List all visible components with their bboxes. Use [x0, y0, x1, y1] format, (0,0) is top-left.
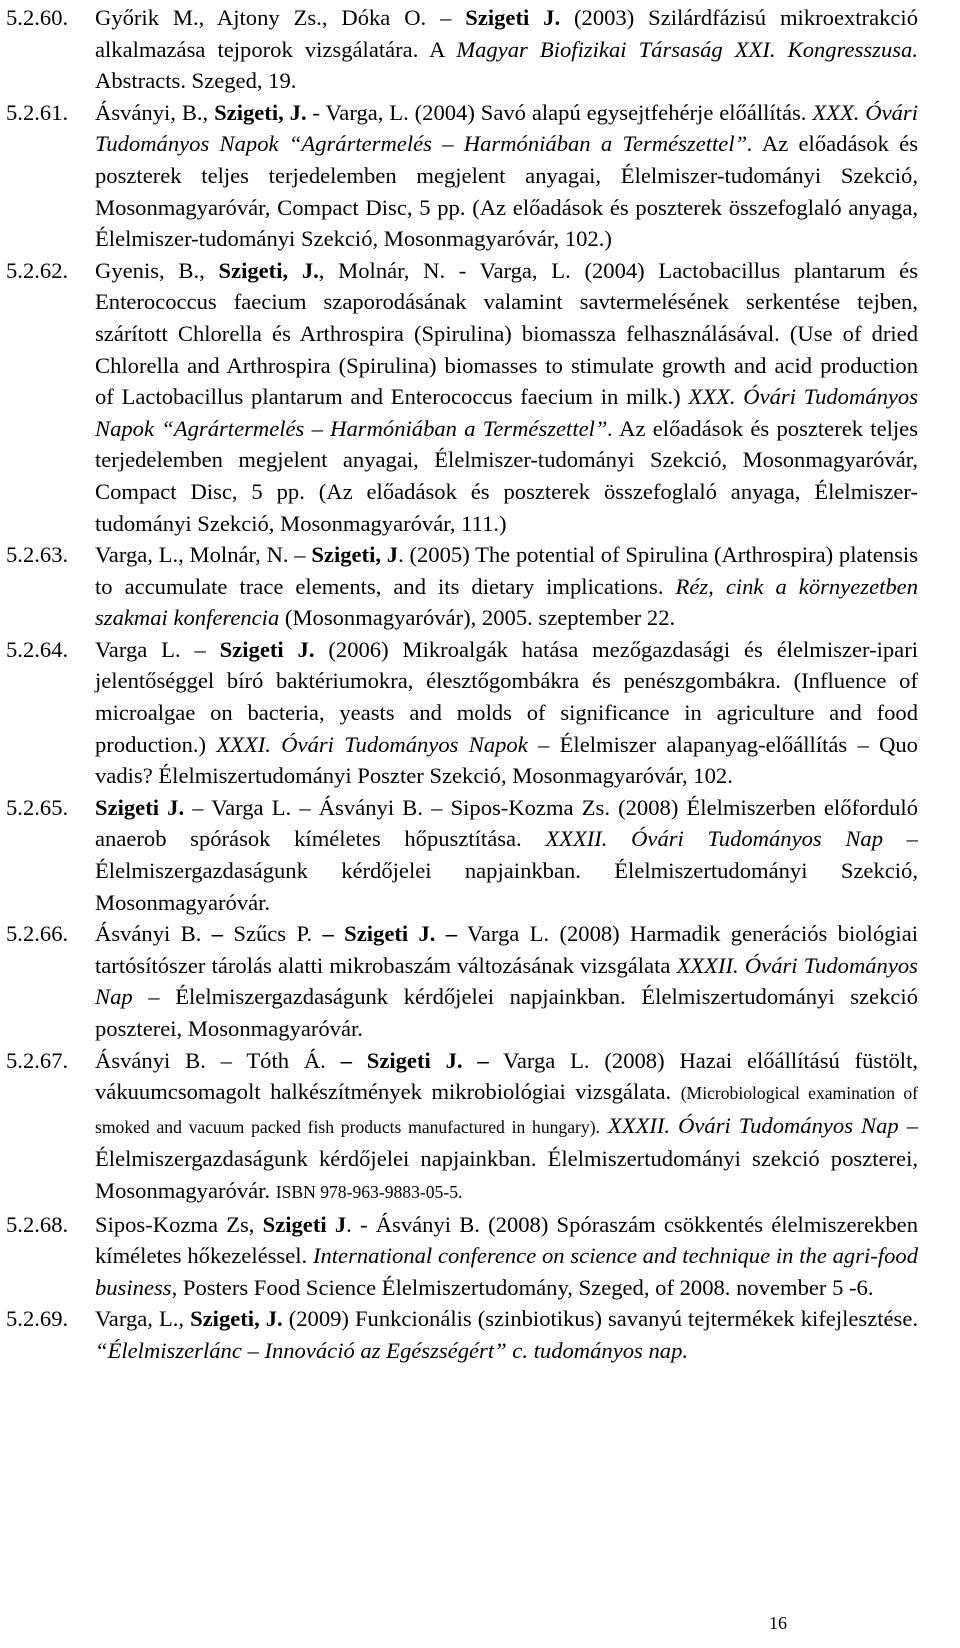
venue-title: XXXII. Óvári Tudományos Nap: [545, 826, 884, 852]
reference-entry: [6, 539, 918, 634]
page-number: 16: [769, 1613, 787, 1633]
author-highlight: Szigeti J.: [465, 5, 561, 30]
author-highlight: Szigeti J.: [95, 794, 185, 820]
reference-text-run: (2003) Szilárdfázisú mikroextrakció alkalmazása tejporok vizsgálatára. A: [95, 5, 918, 62]
venue-title: XXXI. Óvári Tudományos Napok: [216, 731, 528, 757]
reference-text-run: Abstracts. Szeged, 19.: [95, 68, 297, 94]
author-highlight: Szigeti J.: [219, 636, 315, 662]
reference-entry: [6, 2, 918, 97]
reference-text-run: Az előadások és poszterek teljes terjedelemben megjelent anyagai, Élelmiszer-tudományi Szekció, Mosonmagyaróvár, Compact Disc, 5 pp. (Az előadások és poszterek összefoglaló anyaga, Élelmiszer-tudományi Szekció, Mosonmagyaróvár, 102.): [95, 131, 918, 252]
reference-text: [95, 1209, 918, 1304]
reference-text-run: Varga L. (2008) Hazai előállítású füstölt, vákuumcsomagolt halkészítmények mikrobiológiai vizsgálata.: [95, 1047, 919, 1105]
venue-title: “Élelmiszerlánc – Innováció az Egészségért” c. tudományos nap.: [95, 1337, 689, 1363]
reference-text: [95, 539, 918, 634]
reference-entry: [6, 792, 918, 918]
reference-text-run: – Élelmiszergazdaságunk kérdőjelei napjainkban. Élelmiszertudományi szekció poszterei, Mosonmagyaróvár.: [95, 1112, 918, 1203]
author-highlight: – Szigeti J. –: [322, 921, 458, 947]
reference-entry: [6, 255, 918, 539]
reference-number: 5.2.61.: [6, 99, 69, 125]
reference-number: 5.2.62.: [6, 257, 69, 283]
reference-number: 5.2.65.: [6, 794, 69, 820]
reference-text-run: [600, 1113, 608, 1138]
reference-number: 5.2.66.: [6, 921, 69, 947]
venue-title: International conference on science and technique in the agri-food business: [95, 1243, 918, 1300]
reference-text-run: , Molnár, N. - Varga, L. (2004) Lactobacillus plantarum és Enterococcus faecium szaporodásának valamint savtermelésének serkentése tejben, szárított Chlorella és Arthrospira (Spirulina) biomassza felhasználásával. (Use of dried Chlorella and Arthrospira (Spirulina) biomasses to stimulate growth and acid production of Lactobacillus plantarum and Enterococcus faecium in milk.): [95, 257, 918, 410]
reference-text-run: Sipos-Kozma Zs,: [95, 1211, 263, 1237]
reference-list: [6, 2, 918, 1367]
author-highlight: –: [211, 921, 224, 947]
reference-entry: [6, 1303, 918, 1366]
reference-entry: [6, 1045, 918, 1209]
reference-text: [95, 1045, 918, 1209]
reference-text-run: Az előadások és poszterek teljes terjedelemben megjelent anyagai, Élelmiszer-tudományi Szekció, Mosonmagyaróvár, Compact Disc, 5 pp. (Az előadások és poszterek összefoglaló anyaga, Élelmiszer-tudományi Szekció, Mosonmagyaróvár, 111.): [95, 415, 918, 536]
venue-title: Magyar Biofizikai Társaság XXI. Kongresszusa.: [456, 36, 918, 62]
author-highlight: Szigeti, J.: [218, 257, 319, 283]
reference-text: [95, 792, 918, 918]
reference-text-run: – Élelmiszergazdaságunk kérdőjelei napjainkban. Élelmiszertudományi Szekció, Mosonmagyaróvár.: [95, 826, 918, 915]
small-text: (Microbiological examination of smoked and vacuum packed fish products manufactured in hungary).: [95, 1083, 918, 1137]
reference-number: 5.2.60.: [6, 5, 69, 30]
reference-text-run: . - Ásványi B. (2008) Spóraszám csökkentés élelmiszerekben kíméletes hőkezeléssel.: [95, 1211, 918, 1269]
reference-text-run: Szűcs P.: [223, 921, 323, 947]
reference-text-run: Varga L. –: [95, 636, 220, 662]
reference-text-run: – Élelmiszer alapanyag-előállítás – Quo vadis? Élelmiszertudományi Poszter Szekció, Mosonmagyaróvár, 102.: [95, 731, 918, 789]
reference-text-run: Gyenis, B.,: [95, 257, 219, 283]
reference-text-run: - Varga, L. (2004) Savó alapú egysejtfehérje előállítás.: [306, 99, 813, 125]
reference-text-run: Győrik M., Ajtony Zs., Dóka O. –: [95, 5, 466, 30]
reference-number: 5.2.68.: [6, 1211, 69, 1237]
reference-text: [95, 634, 918, 792]
reference-text-run: – Élelmiszergazdaságunk kérdőjelei napjainkban. Élelmiszertudományi szekció poszterei, Mosonmagyaróvár.: [95, 984, 918, 1041]
reference-text-run: (Mosonmagyaróvár), 2005. szeptember 22.: [279, 605, 676, 631]
reference-text: [95, 97, 918, 255]
reference-text-run: Ásványi B.: [95, 921, 212, 947]
reference-text-run: , Posters Food Science Élelmiszertudomány, Szeged, of 2008. november 5 -6.: [171, 1274, 874, 1300]
reference-number: 5.2.64.: [6, 636, 69, 662]
reference-text-run: Varga, L.,: [95, 1306, 191, 1332]
venue-title: Réz, cink a környezetben szakmai konferencia: [95, 573, 918, 631]
reference-text-run: (2009) Funkcionális (szinbiotikus) savanyú tejtermékek kifejlesztése.: [282, 1306, 918, 1332]
venue-title: XXX. Óvári Tudományos Napok “Agrártermelés – Harmóniában a Természettel”.: [95, 99, 918, 157]
small-text: ISBN 978-963-9883-05-5.: [275, 1181, 463, 1202]
reference-text: [95, 255, 918, 539]
reference-number: 5.2.69.: [6, 1306, 69, 1332]
reference-entry: [6, 1209, 918, 1304]
reference-number: 5.2.63.: [6, 542, 69, 568]
reference-text-run: Varga, L., Molnár, N. –: [95, 542, 312, 568]
reference-text: [95, 918, 918, 1044]
author-highlight: Szigeti, J.: [214, 99, 307, 125]
reference-text-run: Ásványi, B.,: [95, 99, 215, 125]
reference-entry: [6, 918, 918, 1044]
venue-title: XXX. Óvári Tudományos Napok “Agrártermelés – Harmóniában a Természettel”.: [95, 384, 918, 441]
reference-text-run: – Varga L. – Ásványi B. – Sipos-Kozma Zs. (2008) Élelmiszerben előforduló anaerob spórások kíméletes hőpusztítása.: [95, 794, 919, 852]
reference-text-run: Ásványi B. – Tóth Á.: [95, 1047, 341, 1073]
reference-text-run: (2006) Mikroalgák hatása mezőgazdasági és élelmiszer-ipari jelentőséggel bíró baktériumokra, élesztőgombákra és penészgombákra. (Influence of microalgae on bacteria, yeasts and molds of significance in agriculture and food production.): [95, 636, 918, 757]
author-highlight: Szigeti, J: [311, 542, 399, 568]
venue-title: XXXII. Óvári Tudományos Nap: [95, 952, 918, 1010]
reference-text: [95, 1303, 918, 1366]
reference-entry: [6, 634, 918, 792]
author-highlight: Szigeti J: [262, 1211, 347, 1237]
reference-entry: [6, 97, 918, 255]
reference-number: 5.2.67.: [6, 1047, 69, 1073]
venue-title: XXXII. Óvári Tudományos Nap: [607, 1112, 899, 1138]
author-highlight: – Szigeti J. –: [340, 1047, 489, 1073]
reference-text: [95, 2, 918, 97]
author-highlight: Szigeti, J.: [190, 1306, 283, 1332]
reference-text-run: . (2005) The potential of Spirulina (Arthrospira) platensis to accumulate trace elements, and its dietary implications.: [95, 542, 918, 599]
reference-text-run: Varga L. (2008) Harmadik generációs biológiai tartósítószer tárolás alatti mikrobaszám változásának vizsgálata: [95, 921, 919, 978]
